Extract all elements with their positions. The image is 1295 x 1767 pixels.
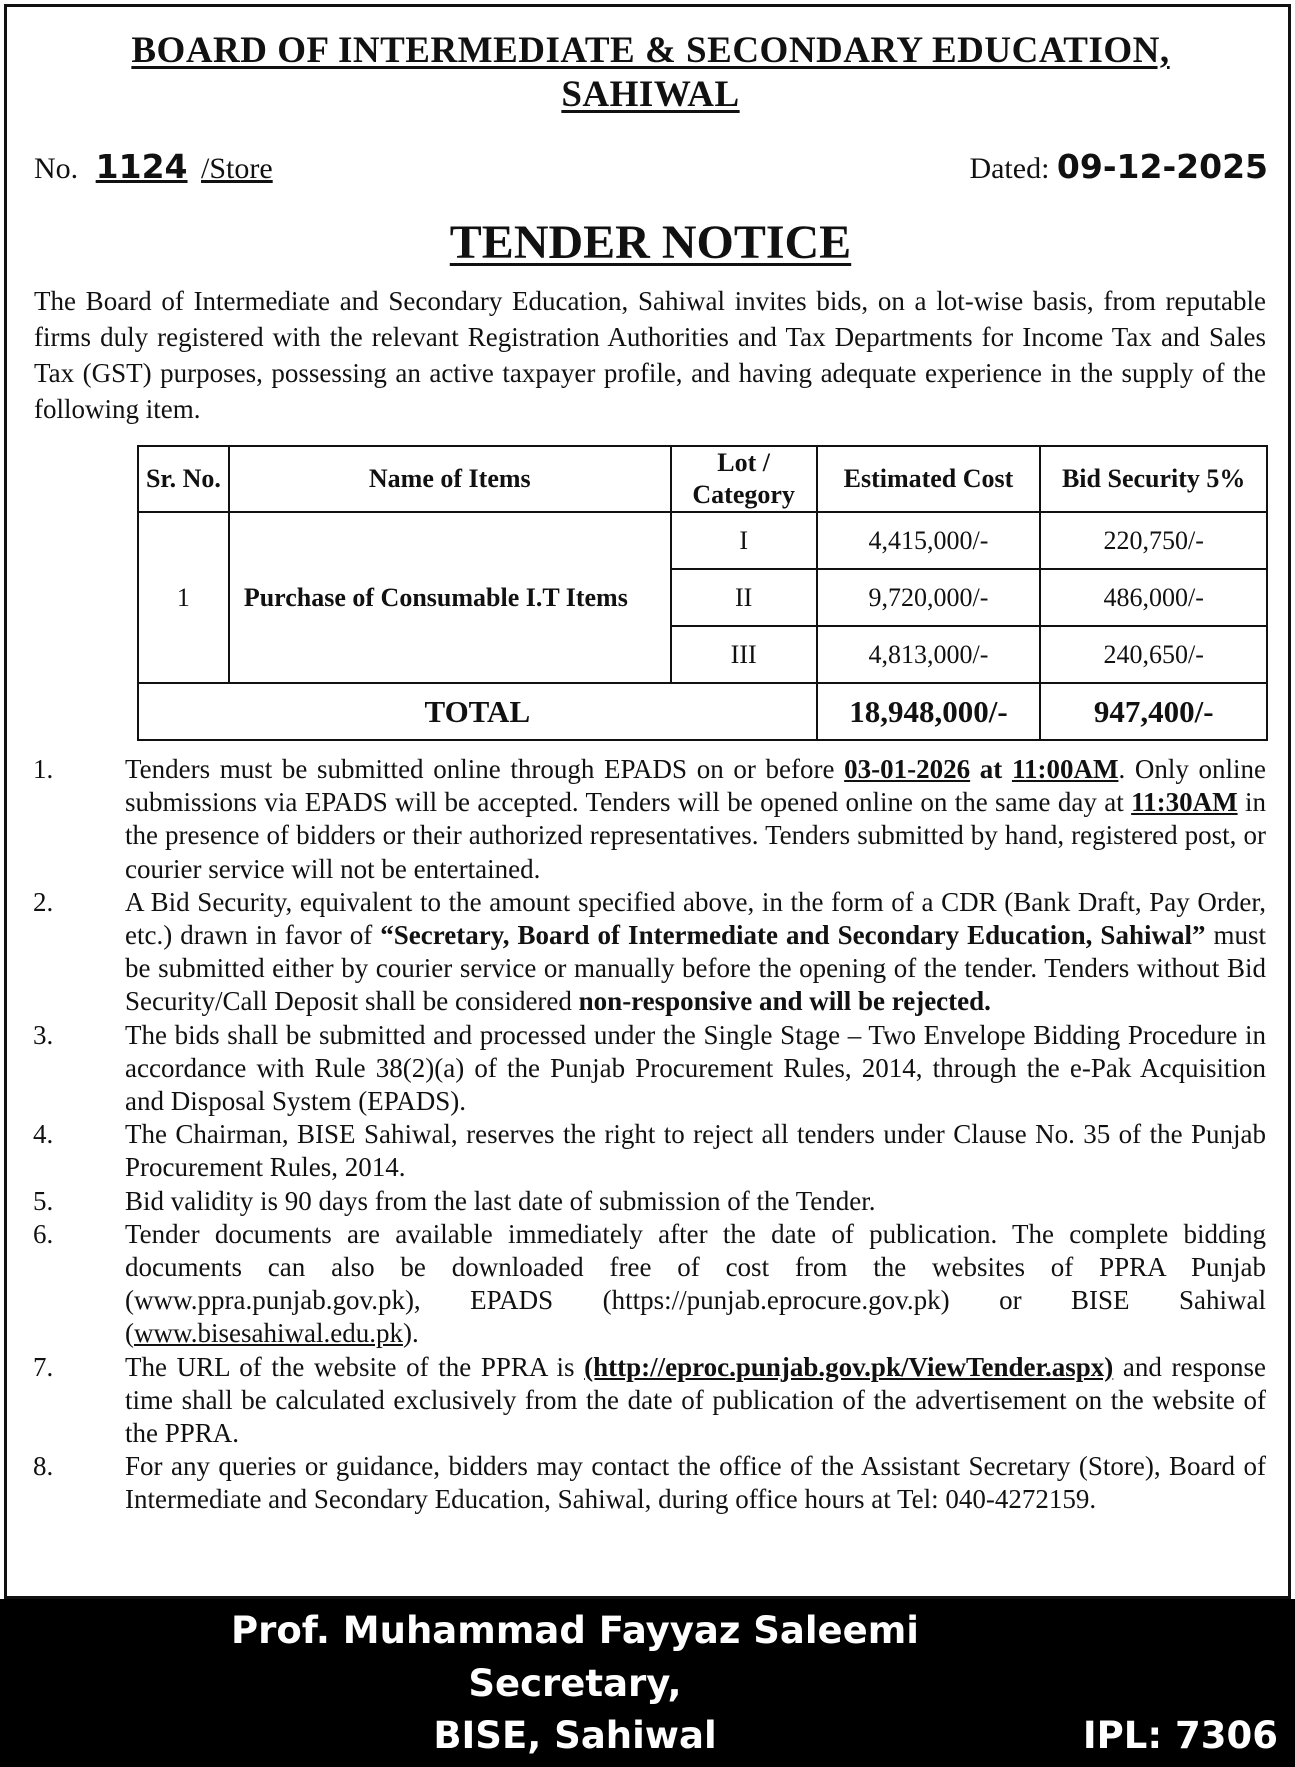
col-header-lot: Lot / Category (671, 446, 817, 512)
term-number: 4. (33, 1119, 54, 1150)
reference-number (34, 147, 273, 186)
item-name-cell: Purchase of Consumable I.T Items (229, 512, 671, 683)
term-7-text-b: and response time shall be calculated exclusively from the date of publication of the advertisement on the website of the PPRA. (125, 1351, 1266, 1449)
col-header-estimated-cost: Estimated Cost (817, 446, 1041, 512)
payee-name: “Secretary, Board of Intermediate and Secondary Education, Sahiwal” (380, 920, 1206, 951)
ref-number: 1124 (95, 147, 188, 186)
term-2-text-b: must be submitted either by courier service or manually before the opening of the tender. Tenders without Bid Security/Call Deposit shall be considered (125, 920, 1267, 1017)
submission-date: 03-01-2026 (844, 754, 971, 784)
security-cell: 486,000/- (1040, 569, 1267, 626)
table-row (138, 512, 1267, 569)
term-6-text-b: ). (402, 1318, 419, 1349)
term-6-text-a: Tender documents are available immediately after the date of publication. The complete bidding documents can also be downloaded free of cost from the websites of PPRA Punjab (www.ppra.punjab.gov.pk), EPADS (https://punjab.eprocure.gov.pk) or BISE Sahiwal ( (125, 1218, 1266, 1349)
term-text (125, 886, 1266, 1019)
term-text: For any queries or guidance, bidders may contact the office of the Assistant Secretary (Store), Board of Intermediate and Secondary Education, Sahiwal, during office hours at Tel: 040-4272159. (125, 1451, 1266, 1515)
term-text (125, 753, 1266, 886)
term-2-text-d: . (984, 986, 991, 1017)
notice-date (969, 147, 1268, 186)
term-text: The Chairman, BISE Sahiwal, reserves the right to reject all tenders under Clause No. 35 of the Punjab Procurement Rules, 2014. (125, 1119, 1266, 1183)
terms-list (33, 753, 1266, 1517)
ref-prefix: No. (34, 152, 79, 185)
term-1-text-d: in the presence of bidders or their authorized representatives. Tenders submitted by hand, registered post, or courier service will not be entertained. (125, 787, 1266, 884)
security-cell: 220,750/- (1040, 512, 1267, 569)
term-2-text-a: A Bid Security, equivalent to the amount specified above, in the form of a CDR (Bank Draft, Pay Order, etc.) drawn in favor of (125, 886, 1266, 951)
term-text: The bids shall be submitted and processed under the Single Stage – Two Envelope Bidding Procedure in accordance with Rule 38(2)(a) of the Punjab Procurement Rules, 2014, through the e-Pak Acquisition and Disposal System (EPADS). (125, 1019, 1266, 1117)
term-5 (33, 1185, 1266, 1218)
term-text (125, 1351, 1266, 1451)
term-2 (33, 886, 1266, 1019)
board-name-line1: BOARD OF INTERMEDIATE & SECONDARY EDUCATION, (131, 30, 1170, 71)
date-label: Dated: (969, 152, 1050, 185)
term-text (125, 1218, 1266, 1351)
term-number: 1. (33, 754, 54, 784)
term-1 (33, 753, 1266, 886)
signatory-office: BISE, Sahiwal (433, 1714, 717, 1757)
col-header-item-name: Name of Items (229, 446, 671, 512)
term-1-text-b: at (970, 754, 1012, 784)
ppra-url-link[interactable]: (http://eproc.punjab.gov.pk/ViewTender.aspx) (584, 1351, 1114, 1382)
board-name-line2: SAHIWAL (561, 74, 740, 115)
date-value: 09-12-2025 (1056, 147, 1268, 186)
total-security: 947,400/- (1040, 683, 1267, 740)
total-cost: 18,948,000/- (817, 683, 1041, 740)
total-row (138, 683, 1267, 740)
notice-title: TENDER NOTICE (449, 216, 852, 269)
term-1-text-c: . Only online submissions via EPADS will be accepted. Tenders will be opened online on the same day at (125, 754, 1266, 818)
term-number: 6. (33, 1218, 54, 1249)
cost-cell: 4,813,000/- (817, 626, 1041, 683)
total-label: TOTAL (138, 683, 817, 740)
cost-cell: 4,415,000/- (817, 512, 1041, 569)
signatory-name: Prof. Muhammad Fayyaz Saleemi (231, 1609, 919, 1652)
term-3 (33, 1019, 1266, 1119)
term-number: 3. (33, 1019, 54, 1050)
opening-time: 11:30AM (1131, 787, 1238, 818)
signatory-designation: Secretary, (468, 1662, 682, 1705)
table-header-row (138, 446, 1267, 512)
term-number: 2. (33, 886, 54, 917)
lot-cell: II (671, 569, 817, 626)
intro-paragraph: The Board of Intermediate and Secondary Education, Sahiwal invites bids, on a lot-wise basis, from reputable firms duly registered with the relevant Registration Authorities and Tax Departments for Income Tax and Sales Tax (GST) purposes, possessing an active taxpayer profile, and having adequate experience in the supply of the following item. (34, 286, 1266, 424)
col-header-bid-security: Bid Security 5% (1040, 446, 1267, 512)
col-header-sr-no: Sr. No. (138, 446, 229, 512)
submission-time: 11:00AM (1011, 754, 1119, 784)
term-6 (33, 1218, 1266, 1351)
term-text: Bid validity is 90 days from the last date of submission of the Tender. (125, 1185, 876, 1216)
lot-cell: III (671, 626, 817, 683)
tender-table (137, 445, 1268, 741)
sr-no-cell: 1 (138, 512, 229, 683)
term-number: 7. (33, 1351, 54, 1382)
lot-cell: I (671, 512, 817, 569)
term-7 (33, 1351, 1266, 1451)
term-number: 5. (33, 1185, 54, 1216)
term-number: 8. (33, 1451, 54, 1482)
security-cell: 240,650/- (1040, 626, 1267, 683)
rejection-clause: non-responsive and will be rejected (578, 986, 985, 1017)
term-4 (33, 1118, 1266, 1184)
bise-website-link[interactable]: www.bisesahiwal.edu.pk (134, 1318, 403, 1349)
ipl-number: IPL: 7306 (1082, 1714, 1278, 1757)
term-7-text-a: The URL of the website of the PPRA is (125, 1351, 585, 1382)
term-1-text-a: Tenders must be submitted online through EPADS on or before (125, 754, 845, 784)
cost-cell: 9,720,000/- (817, 569, 1041, 626)
notice-frame (4, 4, 1291, 1599)
signature-footer (0, 1599, 1295, 1767)
ref-suffix: /Store (201, 152, 273, 185)
term-8 (33, 1450, 1266, 1516)
